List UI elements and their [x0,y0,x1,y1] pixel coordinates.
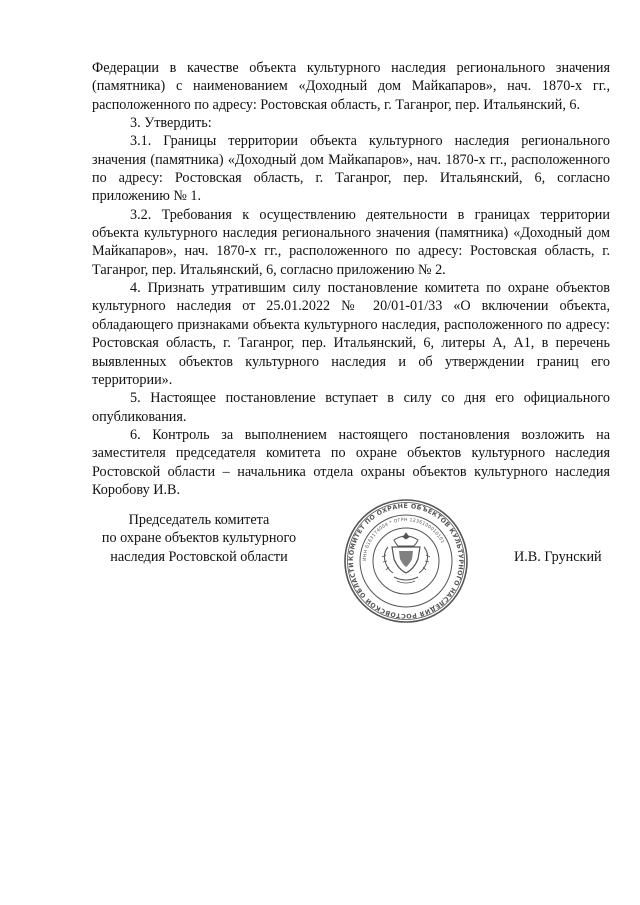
coat-of-arms-icon [382,533,430,583]
seal-outer-text: КОМИТЕТ ПО ОХРАНЕ ОБЪЕКТОВ КУЛЬТУРНОГО НАСЛЕДИЯ РОСТОВСКОЙ ОБЛАСТИ [347,502,465,620]
paragraph-continuation: Федерации в качестве объекта культурного наследия регионального значения (памятника) с наименованием «Доходный дом Майкапаров», нач. 1870-х гг., расположенного по адресу: Ростовская область, г. Таганрог, пер. Итальянский, 6. [92,60,610,113]
signatory-position-line: наследия Ростовской области [110,548,288,565]
paragraph-item-3-2: 3.2. Требования к осуществлению деятельности в границах территории объекта культурного наследия регионального значения (памятника) «Доходный дом Майкапаров», нач. 1870-х гг., расположенного по адресу: Ростовская область, г. Таганрог, пер. Итальянский, 6, согласно приложению № 2. [92,206,610,278]
paragraph-item-3-1: 3.1. Границы территории объекта культурного наследия регионального значения (памятника) «Доходный дом Майкапаров», нач. 1870-х гг., расположенного по адресу: Ростовская область, г. Таганрог, пер. Итальянский, 6, согласно приложению № 1. [92,133,610,205]
official-seal-icon [342,497,470,625]
signatory-position-line: по охране объектов культурного [101,530,297,547]
paragraph-item-6: 6. Контроль за выполнением настоящего постановления возложить на заместителя председателя комитета по охране объектов культурного наследия Ростовской области – начальника отдела охраны объектов культурного наследия Коробову И.В. [92,426,610,498]
seal-inner-text: ИНН 6163174004 * ОГРН 1236100010101 [362,517,445,562]
document-body [92,59,610,499]
signatory-position [88,511,310,566]
paragraph-item-3: 3. Утвердить: [130,115,212,132]
paragraph-item-5: 5. Настоящее постановление вступает в силу со дня его официального опубликования. [92,390,610,425]
paragraph-item-4: 4. Признать утратившим силу постановление комитета по охране объектов культурного наследия от 25.01.2022 № 20/01-01/33 «О включении объекта, обладающего признаками объекта культурного наследия, расположенного по адресу: Ростовская область, г. Таганрог, пер. Итальянский, 6, литеры А, А1, в перечень выявленных объектов культурного наследия и об утверждении границ его территории». [92,280,610,388]
signatory-name: И.В. Грунский [514,549,602,565]
signatory-position-line: Председатель комитета [128,512,270,528]
